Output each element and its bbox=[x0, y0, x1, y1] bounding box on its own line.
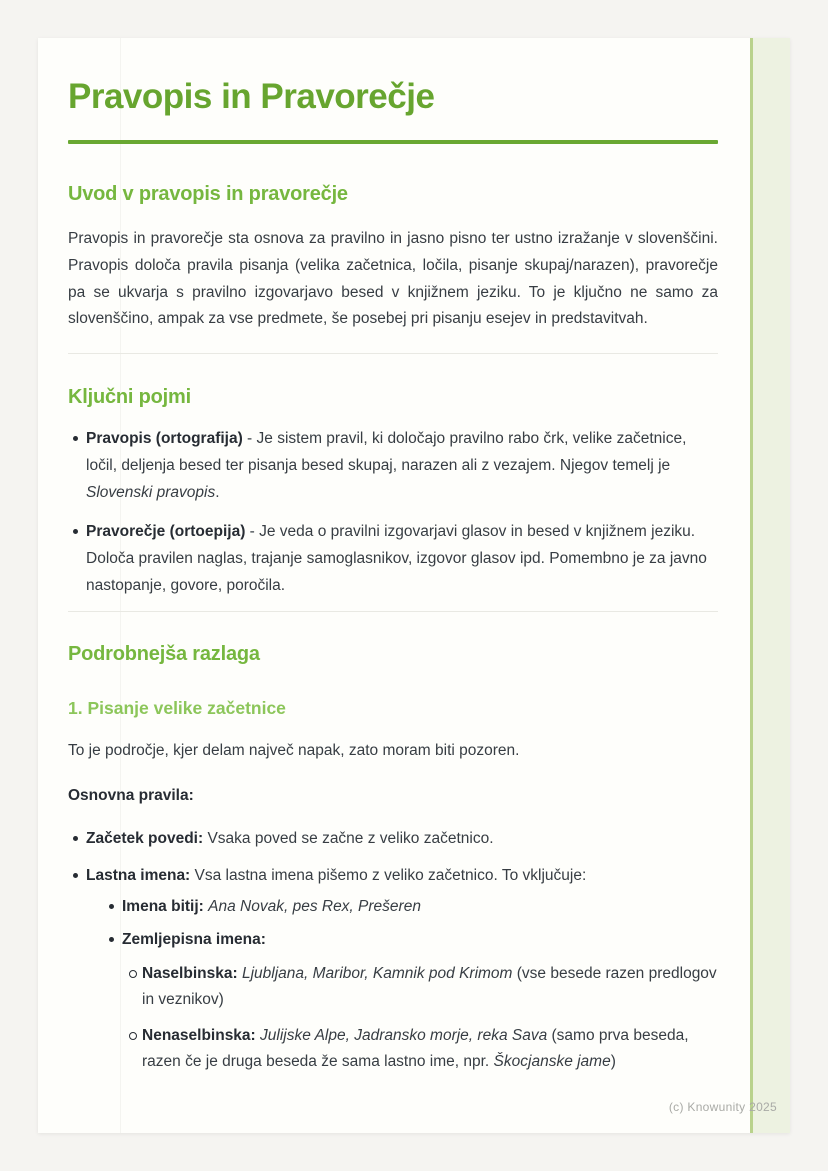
example-text: Julijske Alpe, Jadransko morje, reka Sava bbox=[260, 1026, 548, 1044]
section-heading-key-terms: Ključni pojmi bbox=[68, 386, 191, 409]
list-text: Vsa lastna imena pišemo z veliko začetnico. To vključuje: bbox=[190, 866, 587, 884]
document-page bbox=[38, 38, 790, 1133]
list-text: Vsaka poved se začne z veliko začetnico. bbox=[203, 829, 494, 847]
list-level-3 bbox=[122, 961, 718, 1075]
list-item bbox=[86, 518, 718, 599]
list-text: (samo prva beseda, razen če je druga beseda že sama lastno ime, npr. bbox=[142, 1026, 689, 1070]
list-level-2 bbox=[86, 894, 718, 1075]
term-label: Začetek povedi: bbox=[86, 829, 204, 847]
example-text: Slovenski pravopis bbox=[86, 484, 216, 502]
term-label: Zemljepisna imena: bbox=[122, 930, 266, 948]
term-label: Naselbinska: bbox=[142, 964, 238, 982]
example-text: Ljubljana, Maribor, Kamnik pod Krimom bbox=[241, 964, 513, 982]
section-heading-details: Podrobnejša razlaga bbox=[68, 643, 260, 666]
list-item bbox=[86, 425, 718, 506]
example-text: Škocjanske jame bbox=[493, 1052, 611, 1070]
list-item bbox=[122, 927, 718, 1075]
list-text: - Je veda o pravilni izgovarjavi glasov in besed v knjižnem jeziku. Določa pravilen naglas, trajanje samoglasnikov, izgovor glasov ipd. Pomembno je za javno nastopanje, govore, poročila. bbox=[86, 523, 707, 595]
title-underline bbox=[68, 140, 718, 144]
list-level-1 bbox=[68, 826, 718, 1075]
term-label: Lastna imena: bbox=[86, 866, 191, 884]
list-level-1 bbox=[68, 425, 718, 599]
term-label: Imena bitij: bbox=[122, 897, 204, 915]
list-item bbox=[122, 894, 718, 920]
rules-list bbox=[68, 826, 718, 1075]
list-item bbox=[86, 826, 718, 852]
term-label: Pravopis (ortografija) bbox=[86, 430, 243, 448]
section-heading-intro: Uvod v pravopis in pravorečje bbox=[68, 183, 348, 205]
list-item bbox=[142, 1023, 718, 1075]
lead-paragraph: To je področje, kjer delam največ napak, zato moram biti pozoren. bbox=[68, 742, 520, 760]
list-item bbox=[142, 961, 718, 1013]
term-label: Nenaselbinska: bbox=[142, 1026, 256, 1044]
rules-label: Osnovna pravila: bbox=[68, 786, 194, 804]
list-text: ) bbox=[610, 1052, 616, 1070]
watermark: (c) Knowunity 2025 bbox=[668, 1100, 777, 1114]
key-terms-list bbox=[68, 425, 718, 599]
example-text: Ana Novak, pes Rex, Prešeren bbox=[208, 897, 421, 915]
list-text: - Je sistem pravil, ki določajo pravilno rabo črk, velike začetnice, ločil, deljenja besed ter pisanja besed skupaj, narazen ali z vezajem. Njegov temelj je bbox=[86, 430, 687, 475]
section-divider bbox=[68, 611, 718, 612]
subsection-heading: 1. Pisanje velike začetnice bbox=[68, 698, 286, 719]
term-label: Pravorečje (ortoepija) bbox=[86, 523, 246, 541]
list-text: (vse besede razen predlogov in veznikov) bbox=[142, 964, 717, 1008]
page-title: Pravopis in Pravorečje bbox=[68, 77, 435, 116]
intro-paragraph: Pravopis in pravorečje sta osnova za pravilno in jasno pisno ter ustno izražanje v slovenščini. Pravopis določa pravila pisanja (velika začetnica, ločila, pisanje skupaj/narazen), pravorečje pa se ukvarja s pravilno izgovarjavo besed v knjižnem jeziku. To je ključno ne samo za slovenščino, ampak za vse predmete, še posebej pri pisanju esejev in predstavitvah. bbox=[68, 230, 718, 328]
list-item bbox=[86, 863, 718, 1075]
section-divider bbox=[68, 353, 718, 354]
list-text: . bbox=[215, 484, 220, 502]
page-content bbox=[38, 38, 790, 1075]
